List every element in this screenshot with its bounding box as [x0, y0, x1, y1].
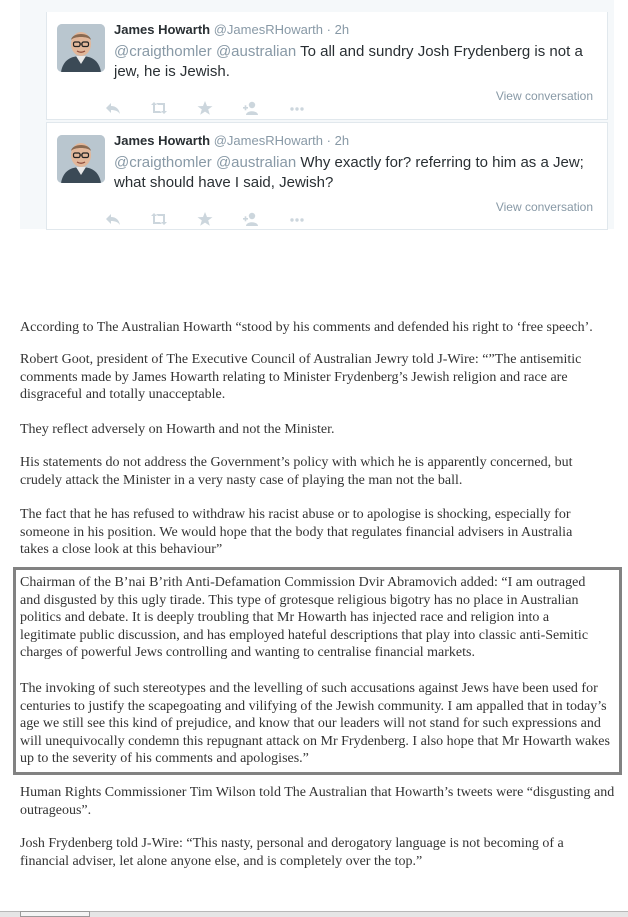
avatar[interactable] [57, 135, 105, 183]
quote-paragraph [20, 680, 620, 768]
tweet-author-name[interactable]: James Howarth [114, 22, 211, 37]
tweet-text [114, 42, 594, 82]
mention-link[interactable]: @craigthomler [114, 154, 212, 171]
favorite-star-icon[interactable] [197, 212, 213, 226]
mention-link[interactable]: @craigthomler [114, 43, 212, 60]
article-paragraph: His statements do not address the Government’s policy with which he is apparently concerned, but crudely attack the Minister in a very nasty case of playing the man not the ball. [20, 455, 573, 488]
tweet-actions [105, 211, 305, 227]
article-paragraph: According to The Australian Howarth “stood by his comments and defended his right to ‘free speech’. [20, 320, 593, 335]
tweet-body: To all and sundry Josh Frydenberg is not a jew, he is Jewish. [114, 43, 583, 80]
view-conversation-link[interactable]: View conversation [495, 200, 593, 214]
reply-icon[interactable] [105, 212, 121, 226]
article-paragraph: Human Rights Commissioner Tim Wilson told The Australian that Howarth’s tweets were “disgusting and outrageous”. [20, 785, 615, 818]
follow-user-icon[interactable] [243, 212, 259, 226]
avatar[interactable] [57, 24, 105, 72]
article-paragraph: The fact that he has refused to withdraw his racist abuse or to apologise is shocking, especially for someone in his position. We would hope that the body that regulates financial advisers in Australia takes a close look at this behaviour” [20, 507, 573, 557]
tweet-author-name[interactable]: James Howarth [114, 133, 211, 148]
tweet-actions [105, 100, 305, 116]
tweet-author-handle[interactable]: @JamesRHowarth [213, 22, 323, 37]
tweet-separator: · [326, 22, 331, 37]
favorite-star-icon[interactable] [197, 101, 213, 115]
tweet-card [46, 12, 608, 120]
more-dots-icon[interactable] [289, 212, 305, 226]
tweet-body: Why exactly for? referring to him as a Jew; what should have I said, Jewish? [114, 154, 584, 191]
tweet-header [114, 133, 349, 148]
reply-icon[interactable] [105, 101, 121, 115]
tweet-header [114, 22, 349, 37]
retweet-icon[interactable] [151, 212, 167, 226]
embedded-tweets [20, 0, 614, 229]
quote-text: Chairman of the B’nai B’rith Anti-Defamation Commission Dvir Abramovich added: “I am outraged and disgusted by this ugly tirade. This type of grotesque religious bigotry has no place in Australian politics and debate. It is deeply troubling that Mr Howarth has injected race and religion into a legitimate public discussion, and has employed hateful descriptions that play into classic anti-Semitic charges of powerful Jews controlling and wanting to centralise financial markets. [20, 575, 589, 660]
quote-paragraph [20, 574, 620, 662]
quote-text: The invoking of such stereotypes and the levelling of such accusations against Jews have been used for centuries to justify the scapegoating and vilifying of the Jewish community. I am appalled that in today’s age we still see this kind of prejudice, and know that our leaders will not stand for such expressions and will unequivocally condemn this repugnant attack on Mr Frydenberg. I also hope that Mr Howarth wakes up to the severity of his comments and apologises.” [20, 681, 610, 766]
tweet-timestamp[interactable]: 2h [334, 22, 350, 37]
tweet-card [46, 122, 608, 230]
article-paragraph: They reflect adversely on Howarth and not the Minister. [20, 422, 335, 437]
mention-link[interactable]: @australian [215, 43, 297, 60]
scrollbar-thumb[interactable] [20, 911, 90, 917]
mention-link[interactable]: @australian [215, 154, 297, 171]
more-dots-icon[interactable] [289, 101, 305, 115]
tweet-separator: · [326, 133, 331, 148]
follow-user-icon[interactable] [243, 101, 259, 115]
view-conversation-link[interactable]: View conversation [495, 89, 593, 103]
tweet-author-handle[interactable]: @JamesRHowarth [213, 133, 323, 148]
tweet-text [114, 153, 594, 193]
article-paragraph: Josh Frydenberg told J-Wire: “This nasty, personal and derogatory language is not becoming of a financial adviser, let alone anyone else, and is completely over the top.” [20, 836, 564, 869]
article-paragraph: Robert Goot, president of The Executive Council of Australian Jewry told J-Wire: “”The antisemitic comments made by James Howarth relating to Minister Frydenberg’s Jewish religion and race are disgraceful and totally unacceptable. [20, 352, 582, 402]
tweet-timestamp[interactable]: 2h [334, 133, 350, 148]
retweet-icon[interactable] [151, 101, 167, 115]
bottom-scroll-strip [0, 911, 628, 917]
